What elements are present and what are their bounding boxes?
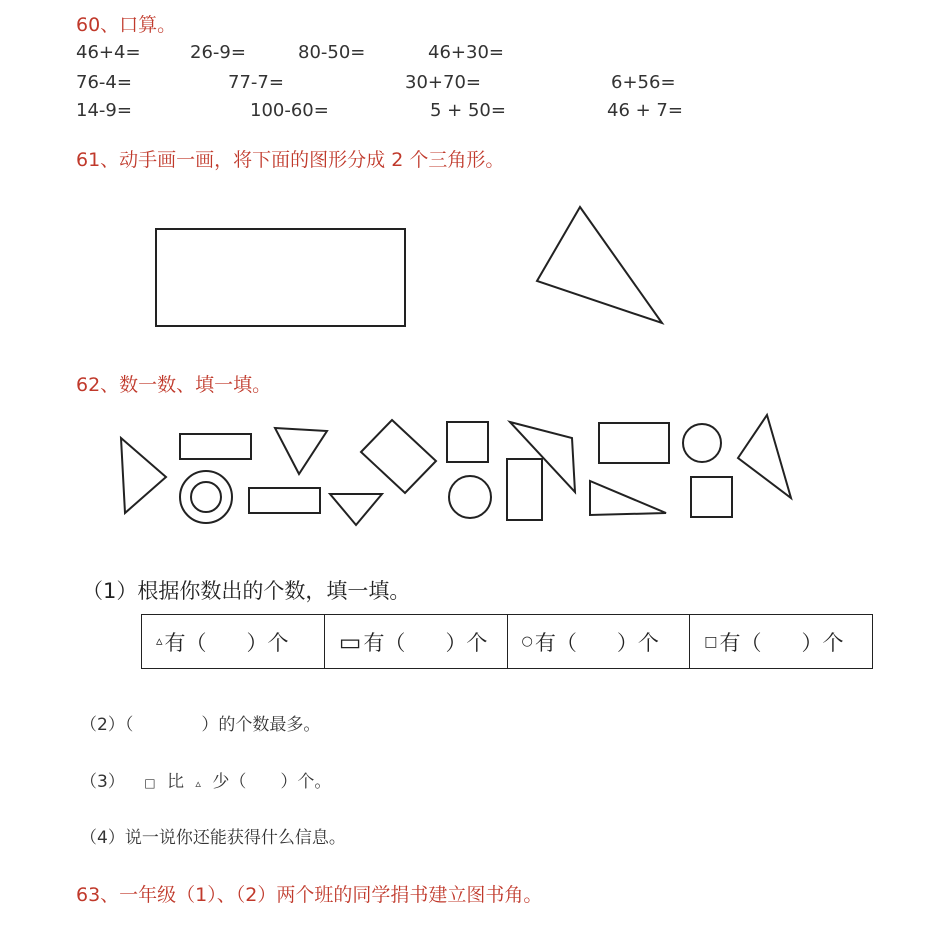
shape-rect-2 (249, 488, 320, 513)
calc-2-3: 30+70= (405, 72, 481, 93)
calc-3-3: 5 + 50= (430, 100, 506, 121)
shape-triangle-1 (121, 438, 166, 513)
q62-title: 62、数一数、填一填。 (76, 374, 272, 396)
shape-square-2 (691, 477, 732, 517)
count-table (141, 614, 873, 669)
count-cell-has: 有（ (534, 630, 577, 655)
triangle-icon: ▵ (195, 777, 201, 790)
shape-rect-3 (507, 459, 542, 520)
shape-triangle-2 (275, 428, 327, 474)
shape-triangle-3 (330, 494, 382, 525)
calc-2-1: 76-4= (76, 72, 132, 93)
q61-triangle[interactable] (537, 207, 662, 323)
shape-rect-1 (180, 434, 251, 459)
q60-title: 60、口算。 (76, 14, 177, 36)
shape-circle-1 (449, 476, 491, 518)
circle-icon: ○ (521, 634, 533, 649)
calc-3-2: 100-60= (250, 100, 329, 121)
count-cell-has: 有（ (719, 630, 762, 655)
count-cell-has: 有（ (164, 630, 207, 655)
part3-prefix: （3） (80, 772, 125, 792)
count-cell-triangle (142, 615, 324, 668)
triangle-icon: ▵ (156, 634, 163, 649)
shape-triangle-6 (738, 415, 791, 498)
calc-1-2: 26-9= (190, 42, 246, 63)
calc-3-1: 14-9= (76, 100, 132, 121)
q61-rectangle[interactable] (156, 229, 405, 326)
rectangle-icon: ▭ (338, 627, 362, 656)
count-cell-close: ）个 (445, 630, 488, 655)
count-cell-close: ）个 (801, 630, 844, 655)
calc-1-3: 80-50= (298, 42, 366, 63)
count-cell-close: ）个 (616, 630, 659, 655)
count-cell-close: ）个 (246, 630, 289, 655)
shape-circle-2 (683, 424, 721, 462)
count-cell-square (689, 615, 872, 668)
shape-square-1 (447, 422, 488, 462)
shape-triangle-5 (590, 481, 666, 515)
calc-1-1: 46+4= (76, 42, 141, 63)
shape-ring-outer (180, 471, 232, 523)
calc-2-2: 77-7= (228, 72, 284, 93)
q61-title: 61、动手画一画，将下面的图形分成 2 个三角形。 (76, 149, 505, 171)
calc-3-4: 46 + 7= (607, 100, 683, 121)
q62-part2: （2）（ ）的个数最多。 (80, 715, 321, 735)
q62-part1: （1）根据你数出的个数，填一填。 (82, 579, 411, 603)
shape-ring-inner (191, 482, 221, 512)
count-cell-has: 有（ (363, 630, 406, 655)
q63-title: 63、一年级（1）、（2）两个班的同学捐书建立图书角。 (76, 884, 543, 906)
part3-mid: 比 (166, 772, 184, 792)
shape-rect-rotated (361, 420, 436, 493)
calc-1-4: 46+30= (428, 42, 504, 63)
q62-part4: （4）说一说你还能获得什么信息。 (80, 828, 346, 848)
square-icon: □ (144, 776, 156, 790)
square-icon: □ (704, 633, 718, 650)
count-cell-circle (507, 615, 690, 668)
part3-suffix: 少（ ）个。 (212, 772, 332, 792)
calc-2-4: 6+56= (611, 72, 676, 93)
count-cell-rectangle (324, 615, 507, 668)
shape-rect-4 (599, 423, 669, 463)
q62-part3 (80, 767, 331, 792)
